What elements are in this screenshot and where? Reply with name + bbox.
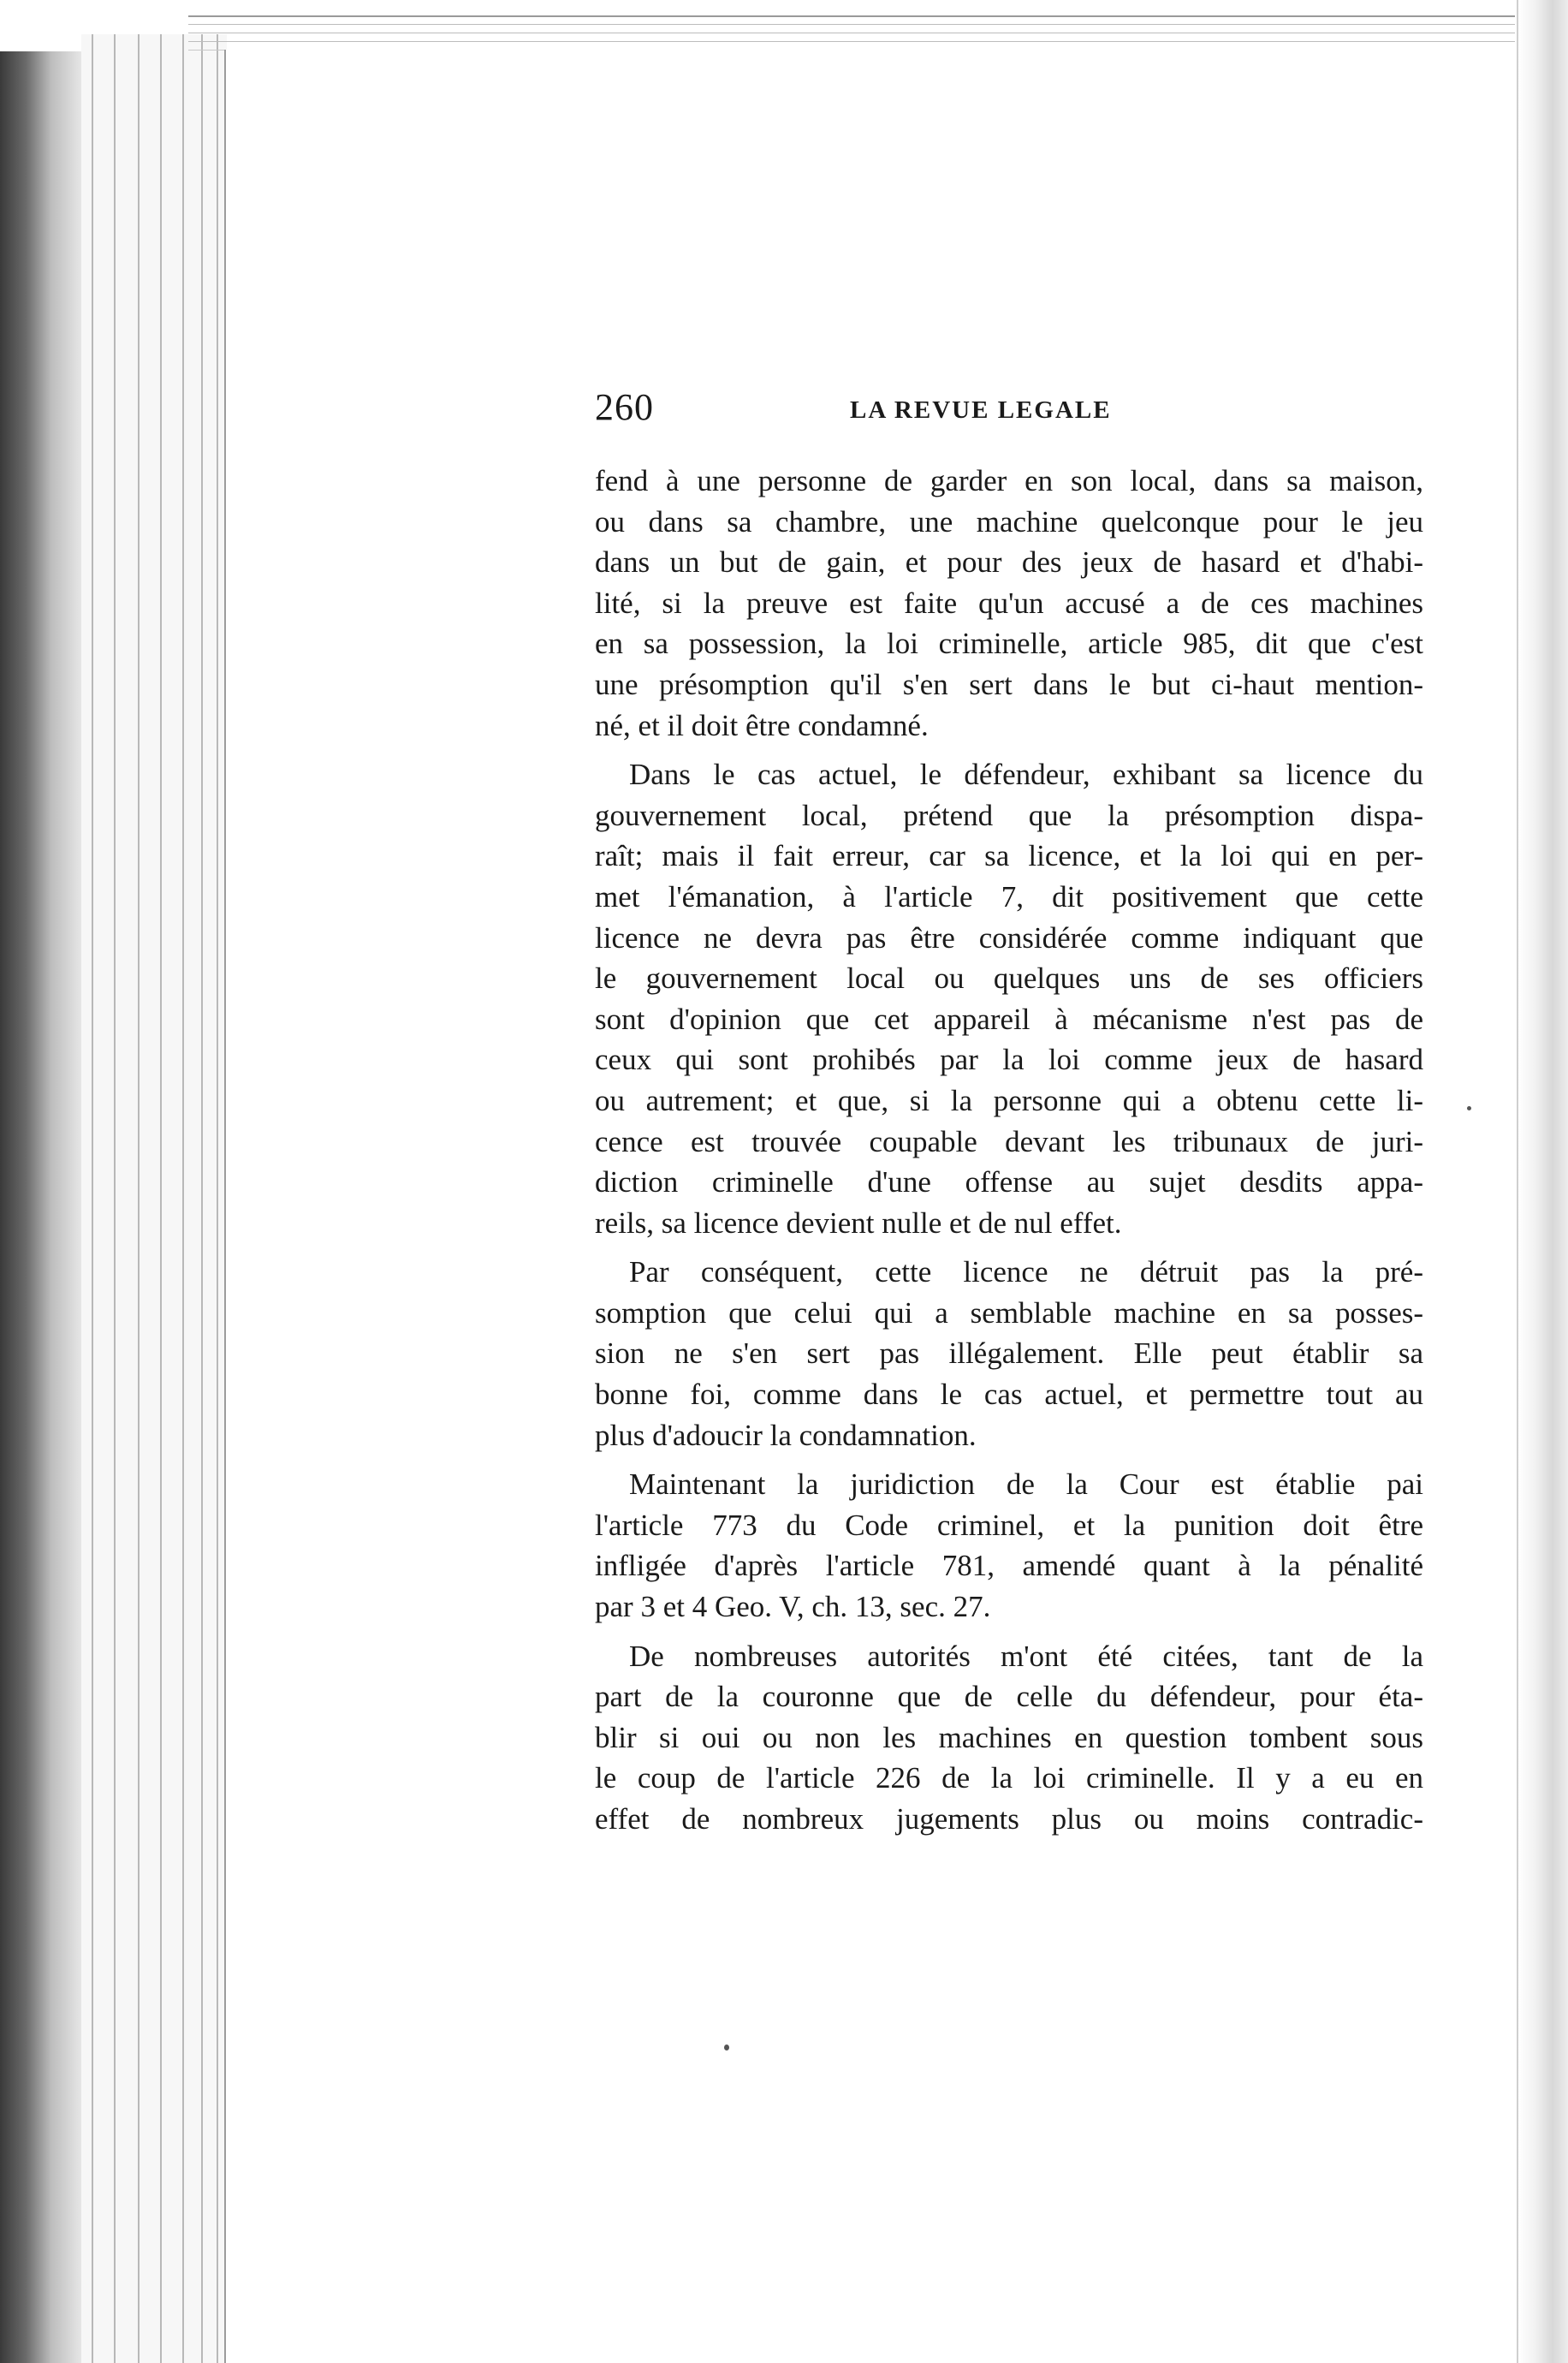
text-line: ceux qui sont prohibés par la loi comme jeux de hasard [595,1043,1423,1077]
paragraph-3 [595,1252,1423,1455]
scan-border-right [1517,0,1568,2363]
text-line: De nombreuses autorités m'ont été citées, tant de la [629,1639,1423,1673]
text-line: Par conséquent, cette licence ne détruit pas la pré- [629,1255,1423,1289]
text-line: dans un but de gain, et pour des jeux de hasard et d'habi- [595,545,1423,580]
text-line: par 3 et 4 Geo. V, ch. 13, sec. 27. [595,1590,991,1624]
text-line: sion ne s'en sert pas illégalement. Elle peut établir sa [595,1336,1423,1371]
text-line: reils, sa licence devient nulle et de nul effet. [595,1205,1122,1240]
text-line: une présomption qu'il s'en sert dans le but ci-haut mention- [595,667,1423,701]
scan-speck [724,2045,729,2051]
text-line: né, et il doit être condamné. [595,708,929,742]
text-line: bonne foi, comme dans le cas actuel, et permettre tout au [595,1378,1423,1412]
paragraph-2 [595,754,1423,1243]
text-line: blir si oui ou non les machines en question tombent sous [595,1720,1423,1754]
text-line: Maintenant la juridiction de la Cour est établie pai [629,1467,1423,1502]
stacked-page-edges [81,34,227,2363]
page-number: 260 [595,386,654,428]
text-line: lité, si la preuve est faite qu'un accusé a de ces machines [595,586,1423,620]
text-line: le coup de l'article 226 de la loi criminelle. Il y a eu en [595,1761,1423,1795]
text-line: effet de nombreux jugements plus ou moins contradic- [595,1802,1423,1836]
text-line: ou dans sa chambre, une machine quelconque pour le jeu [595,504,1423,539]
text-line: part de la couronne que de celle du défendeur, pour éta- [595,1680,1423,1714]
text-line: Dans le cas actuel, le défendeur, exhibant sa licence du [629,758,1423,792]
text-line: sont d'opinion que cet appareil à mécanisme n'est pas de [595,1002,1423,1036]
text-line: ou autrement; et que, si la personne qui a obtenu cette li- [595,1083,1423,1117]
scan-border-left [0,51,81,2363]
text-line: diction criminelle d'une offense au sujet desdits appa- [595,1165,1423,1199]
text-line: fend à une personne de garder en son local, dans sa maison, [595,464,1423,497]
paragraph-5 [595,1636,1423,1840]
text-line: somption que celui qui a semblable machine en sa posses- [595,1295,1423,1330]
text-line: l'article 773 du Code criminel, et la punition doit être [595,1508,1423,1542]
text-line: licence ne devra pas être considérée comme indiquant que [595,920,1423,955]
text-line: raît; mais il fait erreur, car sa licence, et la loi qui en per- [595,839,1423,873]
body-text [595,461,1423,1840]
text-line: le gouvernement local ou quelques uns de ses officiers [595,961,1423,996]
stacked-page-top [188,15,1515,51]
journal-title: LA REVUE LEGALE [850,396,1112,424]
paragraph-4 [595,1464,1423,1627]
paragraph-1 [595,461,1423,746]
text-line: en sa possession, la loi criminelle, article 985, dit que c'est [595,627,1423,661]
scan-speck [1467,1106,1471,1110]
text-line: infligée d'après l'article 781, amendé quant à la pénalité [595,1549,1423,1583]
text-line: cence est trouvée coupable devant les tribunaux de juri- [595,1124,1423,1158]
text-line: plus d'adoucir la condamnation. [595,1418,977,1452]
running-header [595,382,1451,433]
text-line: met l'émanation, à l'article 7, dit positivement que cette [595,879,1423,914]
text-line: gouvernement local, prétend que la présomption dispa- [595,798,1423,832]
